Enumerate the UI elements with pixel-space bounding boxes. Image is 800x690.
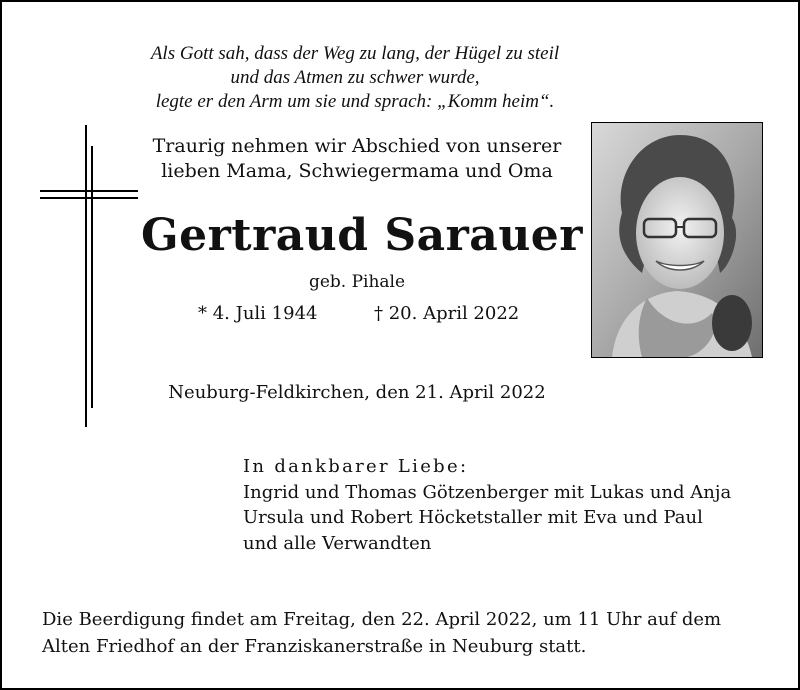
poem-line-1: Als Gott sah, dass der Weg zu lang, der Hügel zu steil xyxy=(150,43,560,64)
deceased-name: Gertraud Sarauer xyxy=(141,210,583,261)
memorial-poem xyxy=(2,42,708,114)
mourners-line-2: Ursula und Robert Höcketstaller mit Eva und Paul xyxy=(243,507,703,528)
portrait-photo-icon xyxy=(591,122,763,358)
intro-line-1: Traurig nehmen wir Abschied von unserer xyxy=(152,135,562,157)
mourners-line-3: und alle Verwandten xyxy=(243,532,432,554)
mourners-block xyxy=(243,454,731,556)
funeral-line-2: Alten Friedhof an der Franziskanerstraße in Neuburg statt. xyxy=(42,636,587,657)
birth-date: * 4. Juli 1944 xyxy=(198,303,318,324)
cross-horizontal-line-bottom xyxy=(40,197,138,199)
poem-line-3: legte er den Arm um sie und sprach: „Komm heim“. xyxy=(155,91,555,112)
cross-vertical-line-inner xyxy=(91,146,93,408)
death-date: † 20. April 2022 xyxy=(374,303,520,324)
maiden-name: geb. Pihale xyxy=(308,272,406,292)
cross-vertical-line-outer xyxy=(85,125,87,427)
mourners-line-1: Ingrid und Thomas Götzenberger mit Lukas und Anja xyxy=(243,481,732,503)
funeral-information xyxy=(42,606,772,660)
farewell-intro xyxy=(142,134,572,184)
intro-line-2: lieben Mama, Schwiegermama und Oma xyxy=(161,160,553,182)
place-and-date: Neuburg-Feldkirchen, den 21. April 2022 xyxy=(168,382,546,403)
mourners-heading: In dankbarer Liebe: xyxy=(243,456,469,477)
cross-horizontal-line-top xyxy=(40,190,138,192)
poem-line-2: und das Atmen zu schwer wurde, xyxy=(230,67,480,88)
funeral-line-1: Die Beerdigung findet am Freitag, den 22. April 2022, um 11 Uhr auf dem xyxy=(42,609,722,630)
